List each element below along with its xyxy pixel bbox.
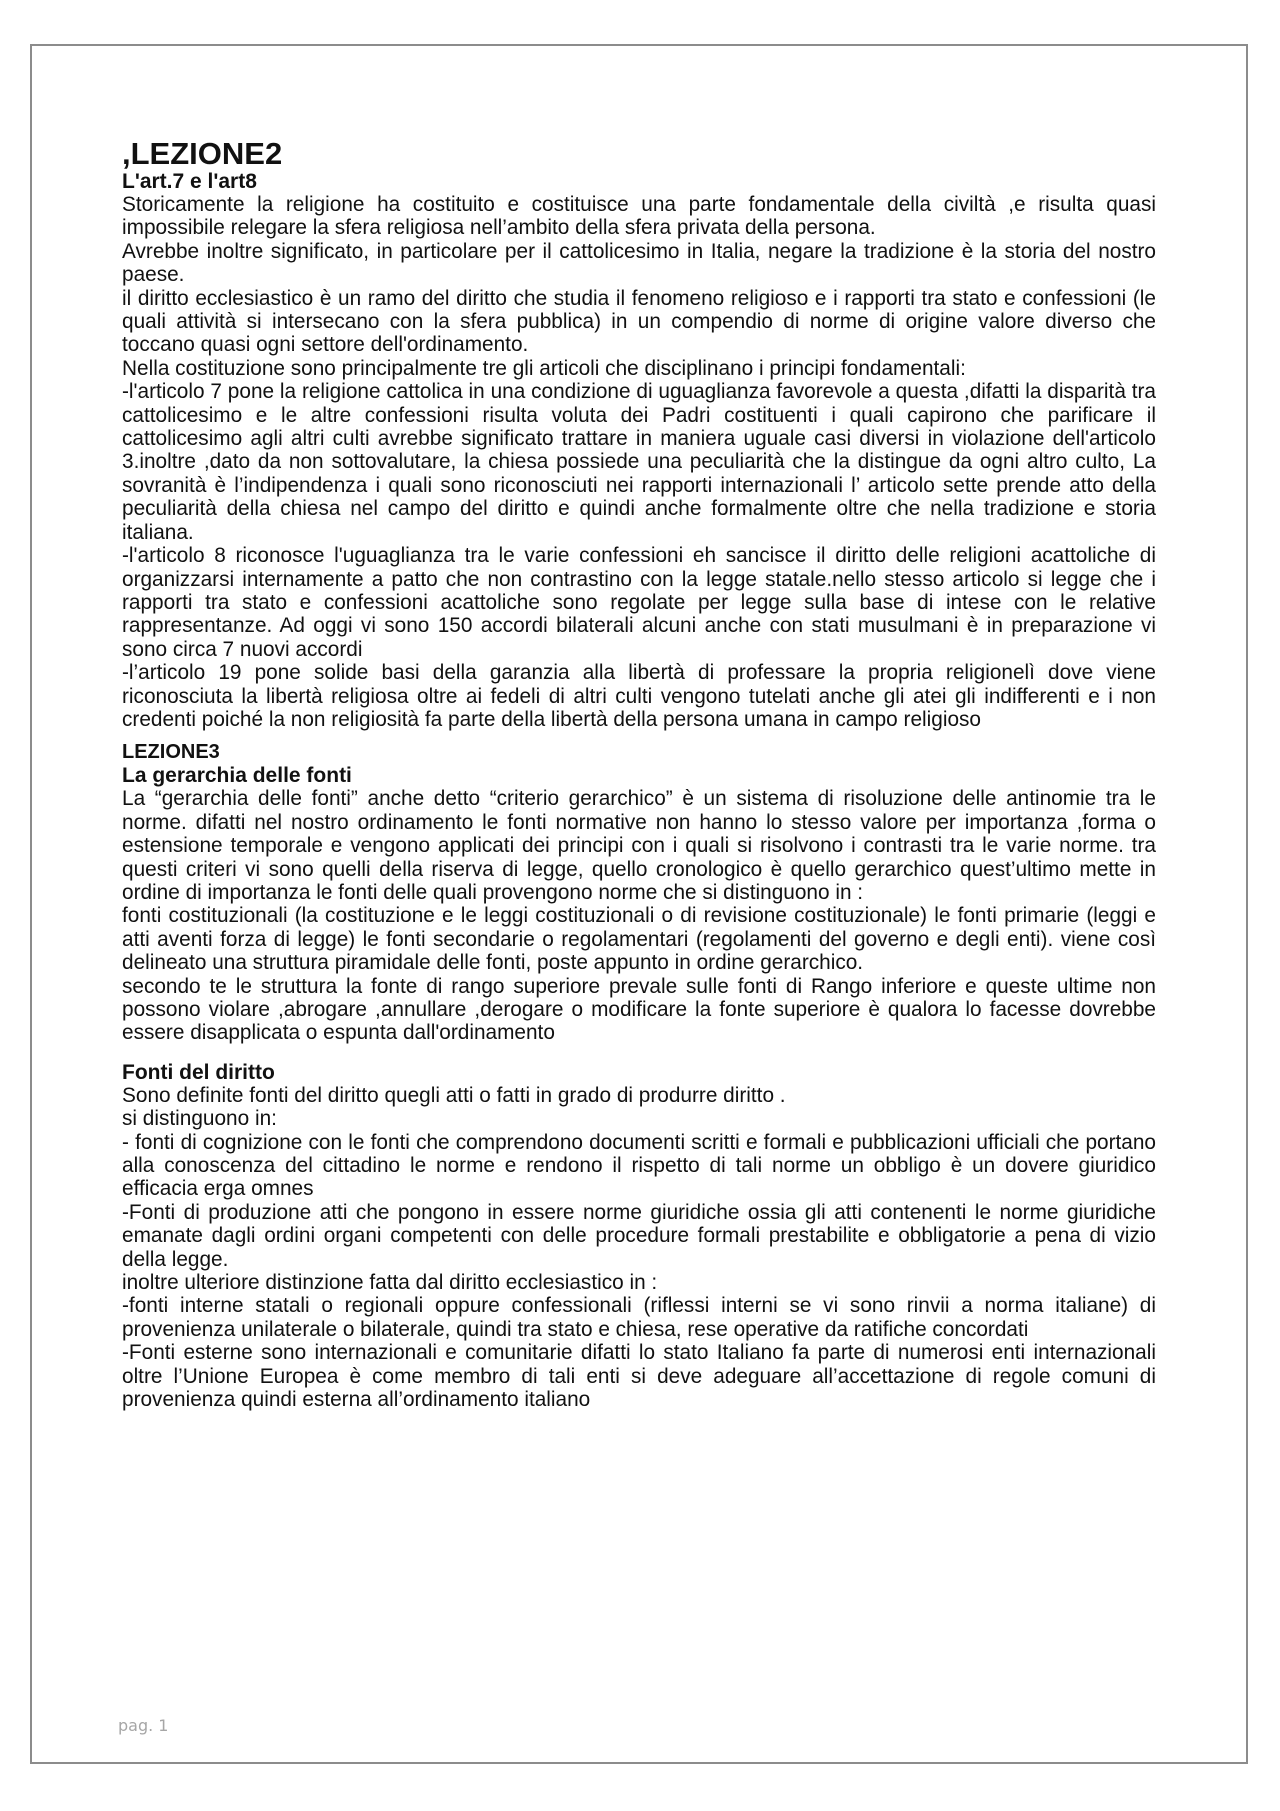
paragraph: -fonti interne statali o regionali oppure confessionali (riflessi interni se vi sono rinvii a norma italiane) di provenienza unilaterale o bilaterale, quindi tra stato e chiesa, rese operative da ratifiche concordati	[122, 1294, 1156, 1341]
paragraph: inoltre ulteriore distinzione fatta dal diritto ecclesiastico in :	[122, 1271, 658, 1295]
document-body	[122, 138, 1156, 1412]
paragraph: -l'articolo 8 riconosce l'uguaglianza tra le varie confessioni eh sancisce il diritto delle religioni acattoliche di organizzarsi internamente a patto che non contrastino con la legge statale.nello stesso articolo si legge che i rapporti tra stato e confessioni acattoliche sono regolate per legge sulla base di intese con le relative rappresentanze. Ad oggi vi sono 150 accordi bilaterali alcuni anche con stati musulmani è in preparazione vi sono circa 7 nuovi accordi	[122, 544, 1156, 661]
paragraph: -l'articolo 7 pone la religione cattolica in una condizione di uguaglianza favorevole a questa ,difatti la disparità tra cattolicesimo e le altre confessioni risulta voluta dei Padri costituenti i quali capirono che parificare il cattolicesimo agli altri culti avrebbe significato trattare in maniera uguale casi diversi in violazione dell'articolo 3.inoltre ,dato da non sottovalutare, la chiesa possiede una peculiarità che la distingue da ogni altro culto, La sovranità è l’indipendenza i quali sono riconosciuti nei rapporti internazionali l’ articolo sette prende atto della peculiarità della chiesa nel campo del diritto e quindi anche formalmente oltre che nella tradizione e storia italiana.	[122, 380, 1156, 544]
paragraph: si distinguono in:	[122, 1107, 277, 1131]
paragraph: il diritto ecclesiastico è un ramo del diritto che studia il fenomeno religioso e i rapporti tra stato e confessioni (le quali attività si intersecano con la sfera pubblica) in un compendio di norme di origine valore diverso che toccano quasi ogni settore dell'ordinamento.	[122, 286, 1156, 357]
paragraph: fonti costituzionali (la costituzione e le leggi costituzionali o di revisione costituzionale) le fonti primarie (leggi e atti aventi forza di legge) le fonti secondarie o regolamentari (regolamenti del governo e degli enti). viene così delineato una struttura piramidale delle fonti, poste appunto in ordine gerarchico.	[122, 904, 1156, 975]
paragraph: Nella costituzione sono principalmente tre gli articoli che disciplinano i principi fondamentali:	[122, 356, 966, 380]
paragraph: Storicamente la religione ha costituito e costituisce una parte fondamentale della civiltà ,e risulta quasi impossibile relegare la sfera religiosa nell’ambito della sfera privata della persona.	[122, 193, 1156, 240]
paragraph: secondo te le struttura la fonte di rango superiore prevale sulle fonti di Rango inferiore e queste ultime non possono violare ,abrogare ,annullare ,derogare o modificare la fonte superiore è qualora lo facesse dovrebbe essere disapplicata o espunta dall'ordinamento	[122, 974, 1156, 1045]
paragraph: - fonti di cognizione con le fonti che comprendono documenti scritti e formali e pubblicazioni ufficiali che portano alla conoscenza del cittadino le norme e rendono il rispetto di tali norme un obbligo è un dovere giuridico efficacia erga omnes	[122, 1130, 1156, 1201]
page-number: pag. 1	[118, 1716, 169, 1735]
paragraph: -Fonti di produzione atti che pongono in essere norme giuridiche ossia gli atti contenenti le norme giuridiche emanate dagli ordini organi competenti con delle procedure formali prestabilite e obbligatorie a pena di vizio della legge.	[122, 1200, 1156, 1271]
section-subtitle-art7-art8: L'art.7 e l'art8	[122, 170, 257, 193]
paragraph: La “gerarchia delle fonti” anche detto “criterio gerarchico” è un sistema di risoluzione delle antinomie tra le norme. difatti nel nostro ordinamento le fonti normative non hanno lo stesso valore per importanza ,forma o estensione temporale e vengono applicati dei principi con i quali si risolvono i contrasti tra le varie norme. tra questi criteri vi sono quelli della riserva di legge, quello cronologico è quello gerarchico quest’ultimo mette in ordine di importanza le fonti delle quali provengono norme che si distinguono in :	[122, 787, 1156, 904]
section-title-lezione3: LEZIONE3	[122, 741, 220, 764]
section-subtitle-fonti-diritto: Fonti del diritto	[122, 1060, 275, 1084]
paragraph: -Fonti esterne sono internazionali e comunitarie difatti lo stato Italiano fa parte di numerosi enti internazionali oltre l’Unione Europea è come membro di tali enti si deve adeguare all’accettazione di regole comuni di provenienza quindi esterna all’ordinamento italiano	[122, 1341, 1156, 1412]
section-subtitle-gerarchia: La gerarchia delle fonti	[122, 764, 352, 788]
paragraph: Sono definite fonti del diritto quegli atti o fatti in grado di produrre diritto .	[122, 1083, 786, 1107]
paragraph: -l’articolo 19 pone solide basi della garanzia alla libertà di professare la propria religionelì dove viene riconosciuta la libertà religiosa oltre ai fedeli di altri culti vengono tutelati anche gli atei gli indifferenti e i non credenti poiché la non religiosità fa parte della libertà della persona umana in campo religioso	[122, 661, 1156, 731]
paragraph: Avrebbe inoltre significato, in particolare per il cattolicesimo in Italia, negare la tradizione è la storia del nostro paese.	[122, 239, 1156, 287]
section-title-lezione2: ,LEZIONE2	[122, 136, 283, 171]
